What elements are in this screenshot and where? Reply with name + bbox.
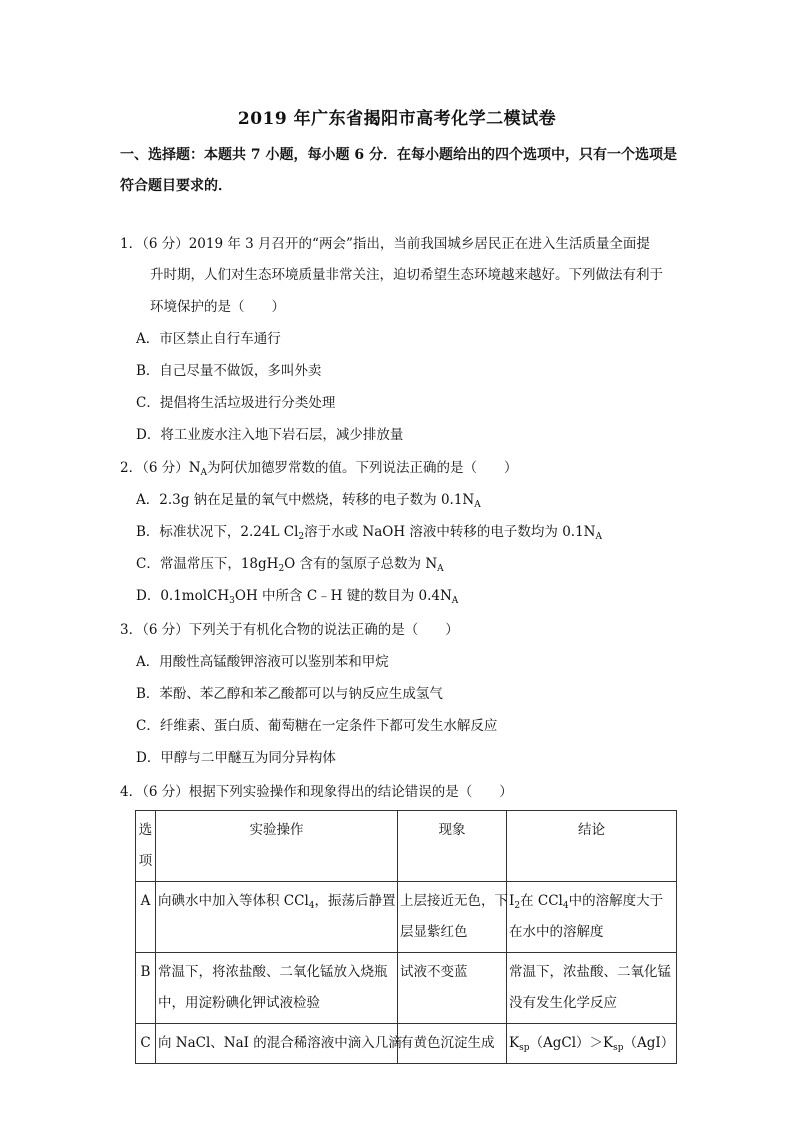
row-a-conclusion [507,882,677,953]
section-heading-line1: 一、选择题：本题共 7 小题，每小题 6 分．在每小题给出的四个选项中，只有一个选项是 [120,147,677,163]
q2-b-text1: B．标准状况下，2.24L Cl [136,524,299,540]
q4-stem: 4．（6 分）根据下列实验操作和现象得出的结论错误的是（ ） [120,784,513,800]
page-title: 2019 年广东省揭阳市高考化学二模试卷 [237,109,557,129]
q2-d-text1: D．0.1molCH [136,588,230,604]
header-phenomenon: 现象 [398,811,507,882]
q2-d-sub3: 3 [229,596,235,606]
row-b-op-line1: 常温下，将浓盐酸、二氧化锰放入烧瓶 [158,964,388,980]
row-c-end: （AgI） [623,1035,675,1051]
q1-option-a: A．市区禁止自行车通行 [136,331,281,347]
row-a-op-text2: ，振荡后静置 [314,893,396,909]
row-a-con-line2: 在水中的溶解度 [509,924,604,940]
q2-c-text1: C．常温常压下，18gH [136,556,279,572]
row-b-con-line2: 没有发生化学反应 [509,995,617,1011]
row-b-op-line2: 中，用淀粉碘化钾试液检验 [158,995,320,1011]
q1-stem-line3: 环境保护的是（ ） [150,299,285,315]
q2-b-sub-a: A [595,532,602,542]
q2-na: N [188,460,201,476]
q2-stem-rest: 为阿伏加德罗常数的值。下列说法正确的是（ ） [207,460,518,476]
row-a-op-sub: 4 [308,901,315,911]
q1-option-b: B．自己尽量不做饭，多叫外卖 [136,363,322,379]
q2-option-a [136,490,481,510]
row-a-op-text1: 向碘水中加入等体积 CCl [158,893,309,909]
experiment-table [135,810,677,1064]
row-a-ph-line1: 上层接近无色，下 [400,893,508,909]
header-conclusion: 结论 [507,811,677,882]
q3-option-c: C．纤维素、蛋白质、葡萄糖在一定条件下都可发生水解反应 [136,718,498,734]
row-a-con-post: 中的溶解度大于 [568,893,664,909]
q1-option-c: C．提倡将生活垃圾进行分类处理 [136,395,336,411]
q2-a-sub: A [474,500,481,510]
row-a-phenomenon [398,882,507,953]
row-b-phenomenon: 试液不变蓝 [398,953,507,1024]
row-b-option: B [136,953,156,1024]
q2-a-text: A．2.3g 钠在足量的氧气中燃烧，转移的电子数为 0.1N [136,492,475,508]
q2-d-sub-a: A [451,596,459,606]
row-c-sp1: sp [519,1043,530,1053]
q2-b-text2: 溶于水或 NaOH 溶液中转移的电子数均为 0.1N [304,524,596,540]
row-c-sp2: sp [613,1043,624,1053]
row-a-con-i: I [509,893,515,909]
row-b-operation [156,953,398,1024]
row-a-con-sub4: 4 [562,901,569,911]
q3-option-a: A．用酸性高锰酸钾溶液可以鉴别苯和甲烷 [136,654,389,670]
row-a-operation [156,882,398,953]
q2-c-text2: O 含有的氢原子总数为 N [284,556,438,572]
row-a-option: A [136,882,156,953]
row-c-mid: （AgCl）＞K [529,1035,614,1051]
table-row [136,1024,677,1064]
section-heading [120,140,680,202]
row-c-phenomenon: 有黄色沉淀生成 [398,1024,507,1064]
header-operation: 实验操作 [156,811,398,882]
row-a-ph-line2: 层显紫红色 [400,924,468,940]
row-a-con-mid: 在 CCl [520,893,563,909]
row-c-k1: K [509,1035,520,1051]
table-header-row [136,811,677,882]
q2-c-sub2: 2 [278,564,285,574]
section-heading-line2: 符合题目要求的． [120,178,232,194]
row-b-conclusion [507,953,677,1024]
row-a-con-sub2: 2 [514,901,521,911]
row-a-con-line1 [509,886,674,917]
q2-num: 2．（6 分） [120,460,189,476]
header-option-line1: 选 [138,822,153,838]
row-c-option: C [136,1024,156,1064]
q1-stem-line1: 1．（6 分）2019 年 3 月召开的“两会”指出，当前我国城乡居民正在进入生活质量全面提 [120,236,650,252]
row-b-con-line1: 常温下，浓盐酸、二氧化锰 [509,964,671,980]
q1-stem-line2: 升时期，人们对生态环境质量非常关注，迫切希望生态环境越来越好。下列做法有利于 [150,267,663,283]
q3-option-b: B．苯酚、苯乙醇和苯乙酸都可以与钠反应生成氢气 [136,686,443,702]
q2-na-sub: A [200,468,208,478]
table-row [136,953,677,1024]
q2-b-sub2: 2 [298,532,305,542]
header-option-line2: 项 [138,853,153,869]
q2-stem [120,458,518,478]
q2-option-b [136,522,602,542]
header-option [136,811,156,882]
table-row [136,882,677,953]
q1-option-d: D．将工业废水注入地下岩石层，减少排放量 [136,427,404,443]
q3-option-d: D．甲醇与二甲醚互为同分异构体 [136,750,336,766]
q2-option-d [136,586,458,606]
q2-option-c [136,554,444,574]
q3-stem: 3．（6 分）下列关于有机化合物的说法正确的是（ ） [120,622,459,638]
q2-c-sub-a: A [437,564,444,574]
row-c-conclusion [507,1024,677,1064]
row-c-operation: 向 NaCl、NaI 的混合稀溶液中滴入几滴 [156,1024,398,1064]
q2-d-text2: OH 中所含 C﹣H 键的数目为 0.4N [234,588,452,604]
